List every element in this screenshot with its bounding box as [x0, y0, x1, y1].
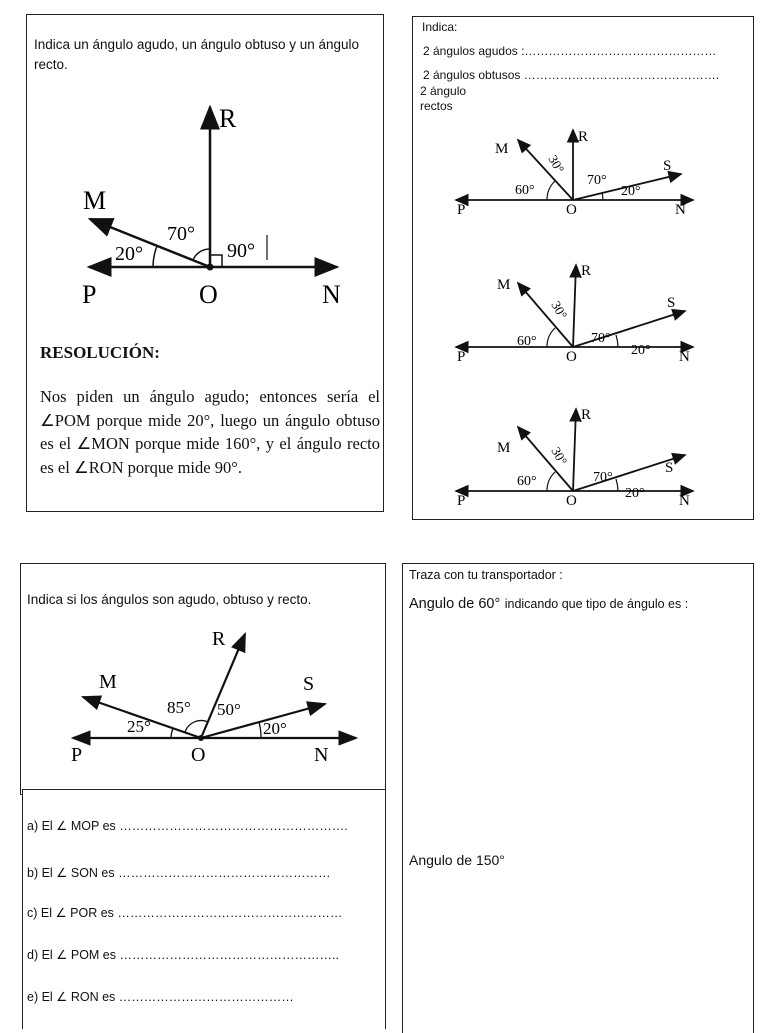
question-c: c) El ∠ POR es ………………………………………………: [27, 906, 343, 920]
arc-20: [153, 246, 157, 267]
diagram-label: M: [497, 277, 511, 293]
question-b: b) El ∠ SON es ……………………………………………: [27, 866, 331, 880]
label-r: R: [219, 104, 237, 133]
diagram-label: 85°: [167, 698, 191, 717]
task-150-degrees: Angulo de 150°: [409, 852, 505, 868]
diagram-label: M: [497, 440, 511, 456]
diagram-stroke: [573, 409, 576, 491]
angle-diagram-copy-2: [413, 255, 753, 365]
questions-box: [22, 789, 386, 1029]
exercise-title: Indica si los ángulos son agudo, obtuso y recto.: [27, 592, 312, 607]
diagram-label: 70°: [587, 173, 607, 188]
answer-line-right: 2 ángulo: [420, 84, 467, 98]
panel-exercise-2: [412, 16, 754, 520]
diagram-stroke: [602, 193, 603, 200]
diagram-label: 30°: [548, 444, 571, 468]
diagram-label: 20°: [263, 719, 287, 738]
label-p: P: [82, 280, 97, 309]
instruction-protractor: Traza con tu transportador :: [409, 568, 563, 582]
diagram-label: M: [495, 141, 509, 157]
diagram-label: R: [581, 407, 592, 423]
angle-diagram-pmrson: [21, 622, 385, 792]
diagram-label: S: [663, 158, 672, 174]
diagram-label: 25°: [127, 717, 151, 736]
task-60-main: Angulo de 60°: [409, 596, 501, 612]
diagram-label: N: [314, 744, 329, 766]
angle-label-20: 20°: [115, 243, 143, 265]
answer-line-obtuse: 2 ángulos obtusos ………………………………………….: [423, 68, 720, 82]
diagram-label: R: [212, 628, 226, 650]
diagram-label: 20°: [631, 343, 651, 358]
diagram-label: S: [665, 460, 674, 476]
diagram-label: O: [191, 744, 206, 766]
diagram-stroke: [573, 311, 685, 347]
diagram-stroke: [616, 335, 618, 347]
panel-exercise-4: [402, 563, 754, 1033]
diagram-label: O: [566, 202, 577, 218]
arc-70: [193, 249, 210, 260]
diagram-label: R: [581, 263, 592, 279]
resolution-text: Nos piden un ángulo agudo; entonces sería el ∠POM porque mide 20°, luego un ángulo obtuso es el ∠MON porque mide 160°, y el ángulo recto es el ∠RON porque mide 90°.: [40, 387, 380, 477]
diagram-label: 70°: [593, 470, 613, 485]
diagram-label: M: [99, 671, 117, 693]
angle-label-90: 90°: [227, 240, 255, 262]
diagram-label: P: [457, 349, 466, 365]
diagram-label: N: [679, 349, 690, 365]
diagram-label: O: [566, 493, 577, 507]
task-60-note: indicando que tipo de ángulo es :: [504, 597, 689, 611]
answer-line-right-cont: rectos: [420, 99, 453, 111]
diagram-label: 20°: [625, 486, 645, 501]
diagram-label: 20°: [621, 184, 641, 199]
diagram-label: 50°: [217, 700, 241, 719]
diagram-label: O: [566, 349, 577, 365]
diagram-label: P: [71, 744, 83, 766]
label-o: O: [199, 280, 218, 309]
panel-exercise-3: [20, 563, 386, 795]
diagram-stroke: [547, 328, 555, 347]
diagram-label: 60°: [517, 334, 537, 349]
diagram-stroke: [547, 472, 555, 491]
angle-label-70: 70°: [167, 223, 195, 245]
diagram-stroke: [259, 722, 261, 738]
exercise-title: Indica un ángulo agudo, un ángulo obtuso y un ángulo recto.: [34, 37, 360, 72]
exercise-heading: Indica:: [422, 20, 458, 34]
diagram-label: N: [679, 493, 690, 507]
diagram-stroke: [171, 728, 173, 738]
diagram-label: 30°: [548, 298, 571, 322]
diagram-label: N: [675, 202, 686, 218]
task-60-degrees: [409, 595, 688, 613]
diagram-label: 70°: [591, 331, 611, 346]
question-a: a) El ∠ MOP es ……………………………………………….: [27, 819, 348, 833]
question-d: d) El ∠ POM es ……………………………………………..: [27, 948, 339, 962]
diagram-label: 30°: [545, 152, 568, 176]
diagram-stroke: [198, 735, 204, 741]
diagram-label: S: [667, 295, 676, 311]
diagram-label: P: [457, 493, 466, 507]
answer-line-acute: 2 ángulos agudos :…………………………………………: [423, 44, 717, 58]
panel-example-1: [26, 14, 384, 512]
diagram-label: S: [303, 673, 315, 695]
diagram-label: 60°: [517, 474, 537, 489]
diagram-stroke: [616, 479, 618, 491]
diagram-label: P: [457, 202, 466, 218]
angle-diagram-copy-1: [413, 117, 753, 227]
label-n: N: [322, 280, 341, 309]
diagram-label: 60°: [515, 183, 535, 198]
question-e: e) El ∠ RON es ……………………………………: [27, 990, 294, 1004]
resolution-heading: RESOLUCIÓN:: [40, 343, 160, 362]
label-m: M: [83, 186, 107, 215]
diagram-stroke: [573, 265, 576, 347]
angle-diagram-copy-3: [413, 397, 753, 507]
diagram-label: R: [578, 129, 589, 145]
diagram-stroke: [547, 181, 555, 200]
